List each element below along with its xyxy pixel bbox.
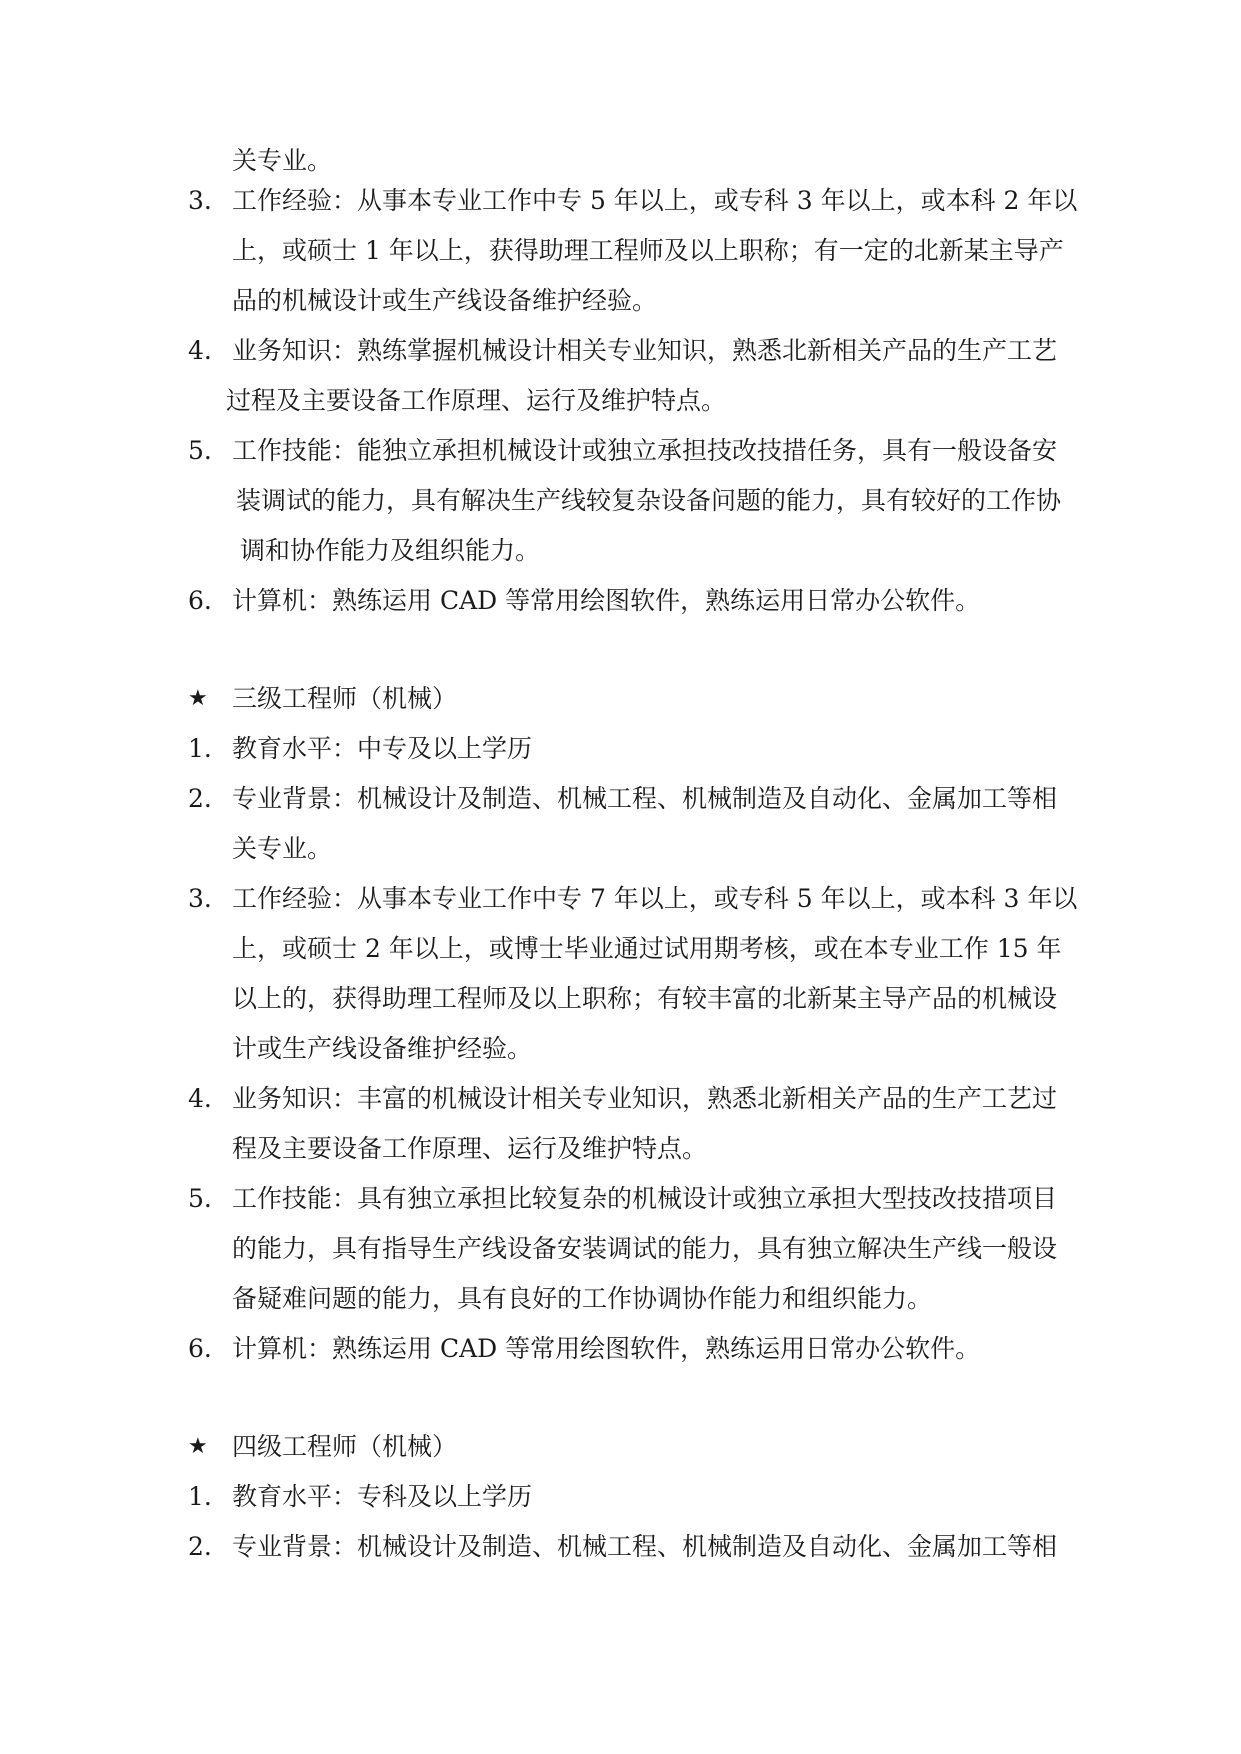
- continuation-text: 关专业。: [232, 146, 333, 175]
- section-heading: 四级工程师（机械）: [232, 1432, 458, 1461]
- item-line: 关专业。: [232, 834, 333, 863]
- item-number: 4.: [188, 1084, 212, 1113]
- star-bullet: ★: [188, 1434, 208, 1459]
- item-line: 计或生产线设备维护经验。: [232, 1034, 533, 1063]
- item-line: 工作技能：具有独立承担比较复杂的机械设计或独立承担大型技改技措项目: [232, 1184, 1058, 1213]
- item-number: 1.: [188, 1482, 212, 1511]
- item-line: 专业背景：机械设计及制造、机械工程、机械制造及自动化、金属加工等相: [232, 784, 1058, 813]
- item-line: 计算机：熟练运用 CAD 等常用绘图软件，熟练运用日常办公软件。: [232, 1334, 981, 1363]
- item-line: 教育水平：专科及以上学历: [232, 1482, 533, 1511]
- item-number: 6.: [188, 1334, 212, 1363]
- item-number: 2.: [188, 1532, 212, 1561]
- item-line: 程及主要设备工作原理、运行及维护特点。: [232, 1134, 708, 1163]
- item-line: 工作经验：从事本专业工作中专 5 年以上，或专科 3 年以上，或本科 2 年以: [232, 186, 1078, 215]
- item-number: 6.: [188, 586, 212, 615]
- section-heading: 三级工程师（机械）: [232, 684, 458, 713]
- item-line: 工作技能：能独立承担机械设计或独立承担技改技措任务，具有一般设备安: [232, 436, 1058, 465]
- item-line: 专业背景：机械设计及制造、机械工程、机械制造及自动化、金属加工等相: [232, 1532, 1058, 1561]
- item-line: 业务知识：熟练掌握机械设计相关专业知识，熟悉北新相关产品的生产工艺: [232, 336, 1058, 365]
- item-line: 调和协作能力及组织能力。: [240, 536, 541, 565]
- item-line: 过程及主要设备工作原理、运行及维护特点。: [226, 386, 727, 415]
- item-number: 5.: [188, 436, 212, 465]
- item-line: 工作经验：从事本专业工作中专 7 年以上，或专科 5 年以上，或本科 3 年以: [232, 884, 1078, 913]
- item-number: 1.: [188, 734, 212, 763]
- item-line: 备疑难问题的能力，具有良好的工作协调协作能力和组织能力。: [232, 1284, 933, 1313]
- item-line: 的能力，具有指导生产线设备安装调试的能力，具有独立解决生产线一般设: [232, 1234, 1058, 1263]
- item-line: 品的机械设计或生产线设备维护经验。: [232, 286, 658, 315]
- item-number: 5.: [188, 1184, 212, 1213]
- item-number: 3.: [188, 884, 212, 913]
- item-line: 上，或硕士 2 年以上，或博士毕业通过试用期考核，或在本专业工作 15 年: [232, 934, 1062, 963]
- item-line: 装调试的能力，具有解决生产线较复杂设备问题的能力，具有较好的工作协: [236, 486, 1062, 515]
- item-line: 教育水平：中专及以上学历: [232, 734, 533, 763]
- item-number: 3.: [188, 186, 212, 215]
- item-number: 2.: [188, 784, 212, 813]
- item-number: 4.: [188, 336, 212, 365]
- star-bullet: ★: [188, 686, 208, 711]
- item-line: 上，或硕士 1 年以上，获得助理工程师及以上职称；有一定的北新某主导产: [232, 236, 1064, 265]
- item-line: 计算机：熟练运用 CAD 等常用绘图软件，熟练运用日常办公软件。: [232, 586, 981, 615]
- item-line: 业务知识：丰富的机械设计相关专业知识，熟悉北新相关产品的生产工艺过: [232, 1084, 1058, 1113]
- item-line: 以上的，获得助理工程师及以上职称；有较丰富的北新某主导产品的机械设: [232, 984, 1058, 1013]
